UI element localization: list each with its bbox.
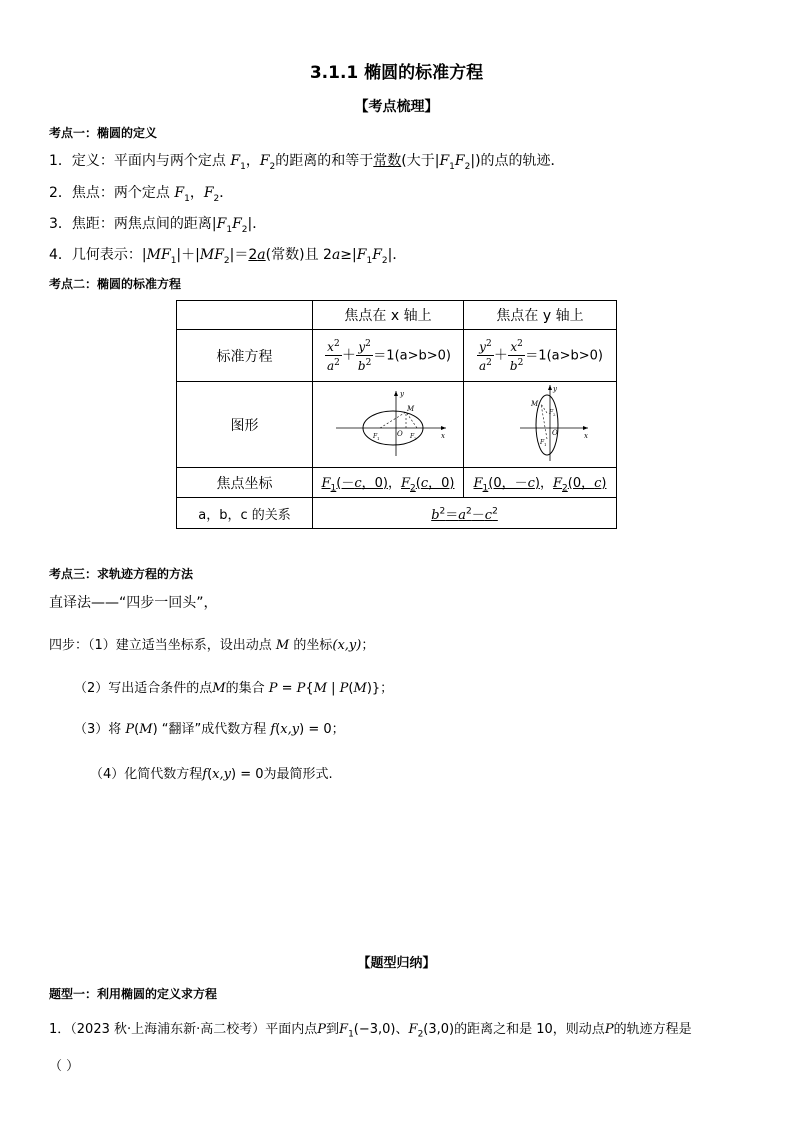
horizontal-ellipse-graph	[328, 388, 448, 458]
foci-y: $F_1(0$，－c)，$F_2(0$，c)	[464, 468, 617, 498]
point-heading-3: 考点三：求轨迹方程的方法	[49, 567, 194, 581]
foci-x: $F_1(-c$，0)，$F_2(c$，0)	[313, 468, 464, 498]
svg-text:1: 1	[544, 441, 547, 447]
table-corner-cell	[177, 301, 313, 330]
svg-text:x: x	[584, 431, 588, 440]
svg-text:2: 2	[553, 411, 556, 417]
svg-text:M: M	[531, 399, 539, 408]
vertical-ellipse-graph	[480, 383, 600, 463]
abc-relation: $b^2=a^2-c^2$	[313, 498, 617, 529]
standard-equation-table	[176, 300, 617, 529]
svg-text:2: 2	[414, 435, 417, 441]
definition-line-3: 3．焦距：两焦点间的距离$|F_1F_2|$．	[49, 216, 267, 235]
row-label-relation: a，b，c 的关系	[177, 498, 313, 529]
svg-text:x: x	[441, 431, 445, 440]
svg-text:y: y	[553, 384, 557, 393]
definition-line-2: 2．焦点：两个定点 $F_1$，$F_2$．	[49, 185, 234, 204]
equation-y: $\frac{y^2}{a^2}$ ＋ $\frac{x^2}{b^2}$ ＝1(a>b>0)	[464, 330, 617, 382]
svg-text:M: M	[407, 404, 415, 413]
ellipse-figure-x	[313, 382, 464, 468]
svg-text:y: y	[400, 389, 404, 398]
step-4: （4）化简代数方程f(x,y) = 0为最简形式.	[90, 767, 333, 782]
svg-text:F: F	[410, 432, 415, 440]
step-1: 四步：（1）建立适当坐标系，设出动点 M 的坐标(x,y)；	[49, 638, 375, 653]
question-1-answer-paren: （ ）	[49, 1059, 80, 1074]
point-heading-2: 考点二：椭圆的标准方程	[49, 277, 182, 291]
equation-x: $\frac{x^2}{a^2}$ ＋ $\frac{y^2}{b^2}$ ＝1(a>b>0)	[313, 330, 464, 382]
row-label-foci: 焦点坐标	[177, 468, 313, 498]
svg-text:F: F	[540, 438, 545, 446]
header-x-axis: 焦点在 x 轴上	[313, 301, 464, 330]
step-2: （2）写出适合条件的点M的集合 P = P{M | P(M)}；	[74, 681, 394, 696]
svg-text:F: F	[549, 408, 554, 416]
ellipse-figure-y	[464, 382, 617, 468]
definition-line-4: 4．几何表示：$|MF_1|+|MF_2|=2a$(常数)且 $2a\ge|F_1F_2|$．	[49, 247, 407, 266]
point-heading-1: 考点一：椭圆的定义	[49, 126, 158, 140]
svg-text:O: O	[552, 428, 558, 437]
header-y-axis: 焦点在 y 轴上	[464, 301, 617, 330]
type-heading-1: 题型一：利用椭圆的定义求方程	[49, 987, 218, 1001]
svg-text:1: 1	[377, 435, 380, 441]
svg-text:O: O	[397, 429, 403, 438]
method-title: 直译法——“四步一回头”，	[49, 595, 218, 611]
step-3: （3）将 P(M) “翻译”成代数方程 f(x,y) = 0；	[74, 722, 345, 737]
section-heading-summary: 【考点梳理】	[354, 99, 439, 115]
row-label-equation: 标准方程	[177, 330, 313, 382]
question-1: 1．（2023 秋·上海浦东新·高二校考）平面内点P到$F_1(-3,0)$、$F_2(3,0)$的距离之和是 10，则动点P的轨迹方程是	[49, 1022, 692, 1040]
section-heading-types: 【题型归纳】	[357, 956, 436, 971]
row-label-figure: 图形	[177, 382, 313, 468]
svg-text:F: F	[373, 432, 378, 440]
definition-line-1: 1．定义：平面内与两个定点 $F_1$，$F_2$的距离的和等于常数(大于$|F_1F_2|$)的点的轨迹．	[49, 153, 565, 172]
page-title: 3.1.1 椭圆的标准方程	[309, 63, 484, 83]
